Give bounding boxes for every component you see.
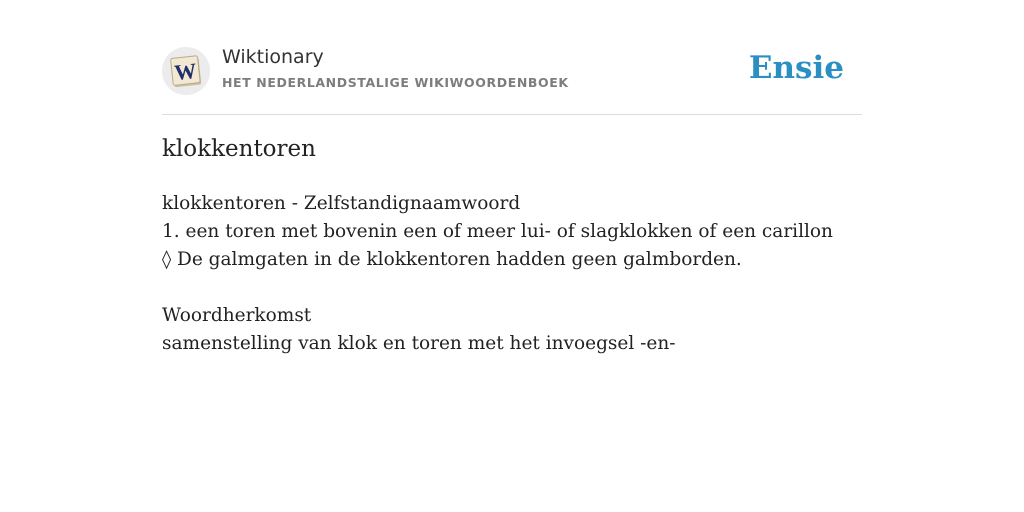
wiktionary-logo-icon[interactable] — [162, 47, 210, 95]
page — [162, 0, 862, 512]
site-header — [162, 44, 862, 115]
entry-line-definition: 1. een toren met bovenin een of meer lui- of slagklokken of een carillon — [162, 221, 833, 242]
entry-line-example: ◊ De galmgaten in de klokkentoren hadden geen galmborden. — [162, 249, 742, 270]
site-name[interactable]: Wiktionary — [222, 46, 324, 68]
svg-text:W: W — [173, 57, 198, 86]
entry-line-etymology: samenstelling van klok en toren met het invoegsel -en- — [162, 333, 676, 354]
entry-line-etymology-heading: Woordherkomst — [162, 305, 312, 326]
site-tagline: HET NEDERLANDSTALIGE WIKIWOORDENBOEK — [222, 75, 569, 90]
entry-content — [162, 190, 862, 358]
entry-line-blank — [162, 274, 862, 302]
entry-line-word-type: klokkentoren - Zelfstandignaamwoord — [162, 193, 521, 214]
ensie-brand-link[interactable]: Ensie — [748, 50, 844, 86]
entry-title: klokkentoren — [162, 136, 316, 162]
